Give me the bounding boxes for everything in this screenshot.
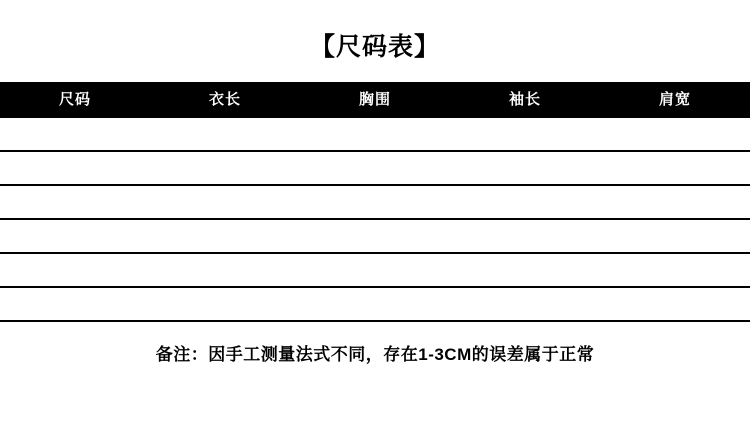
table-cell (600, 220, 750, 252)
table-cell (150, 220, 300, 252)
table-cell (450, 186, 600, 218)
table-row (0, 254, 750, 288)
table-header-row (0, 82, 750, 118)
table-cell (450, 254, 600, 286)
table-row (0, 186, 750, 220)
table-header-cell-sleeve: 袖长 (508, 91, 541, 108)
measurement-note: 备注：因手工测量法式不同，存在1-3CM的误差属于正常 (155, 345, 595, 364)
page-title: 【尺码表】 (309, 33, 440, 61)
table-cell (0, 152, 150, 184)
table-header-cell-length: 衣长 (208, 91, 241, 108)
table-body (0, 118, 750, 322)
table-cell (300, 288, 450, 320)
table-cell (600, 152, 750, 184)
table-cell (450, 288, 600, 320)
table-cell (600, 254, 750, 286)
table-cell (450, 152, 600, 184)
table-cell (450, 118, 600, 150)
table-cell (600, 118, 750, 150)
table-cell (150, 288, 300, 320)
table-header-cell-bust: 胸围 (358, 91, 391, 108)
table-cell (600, 288, 750, 320)
table-row (0, 152, 750, 186)
table-cell (0, 118, 150, 150)
table-cell (300, 186, 450, 218)
table-cell (450, 220, 600, 252)
table-cell (300, 152, 450, 184)
size-chart-table (0, 82, 750, 322)
table-cell (150, 118, 300, 150)
table-cell (150, 186, 300, 218)
table-row (0, 220, 750, 254)
table-cell (150, 254, 300, 286)
table-cell (600, 186, 750, 218)
table-cell (0, 288, 150, 320)
table-cell (300, 220, 450, 252)
table-row (0, 288, 750, 322)
table-header-cell-size: 尺码 (58, 91, 91, 108)
table-cell (300, 118, 450, 150)
table-row (0, 118, 750, 152)
table-cell (0, 220, 150, 252)
table-cell (0, 186, 150, 218)
table-cell (300, 254, 450, 286)
table-header-cell-shoulder: 肩宽 (658, 91, 691, 108)
table-cell (150, 152, 300, 184)
table-cell (0, 254, 150, 286)
